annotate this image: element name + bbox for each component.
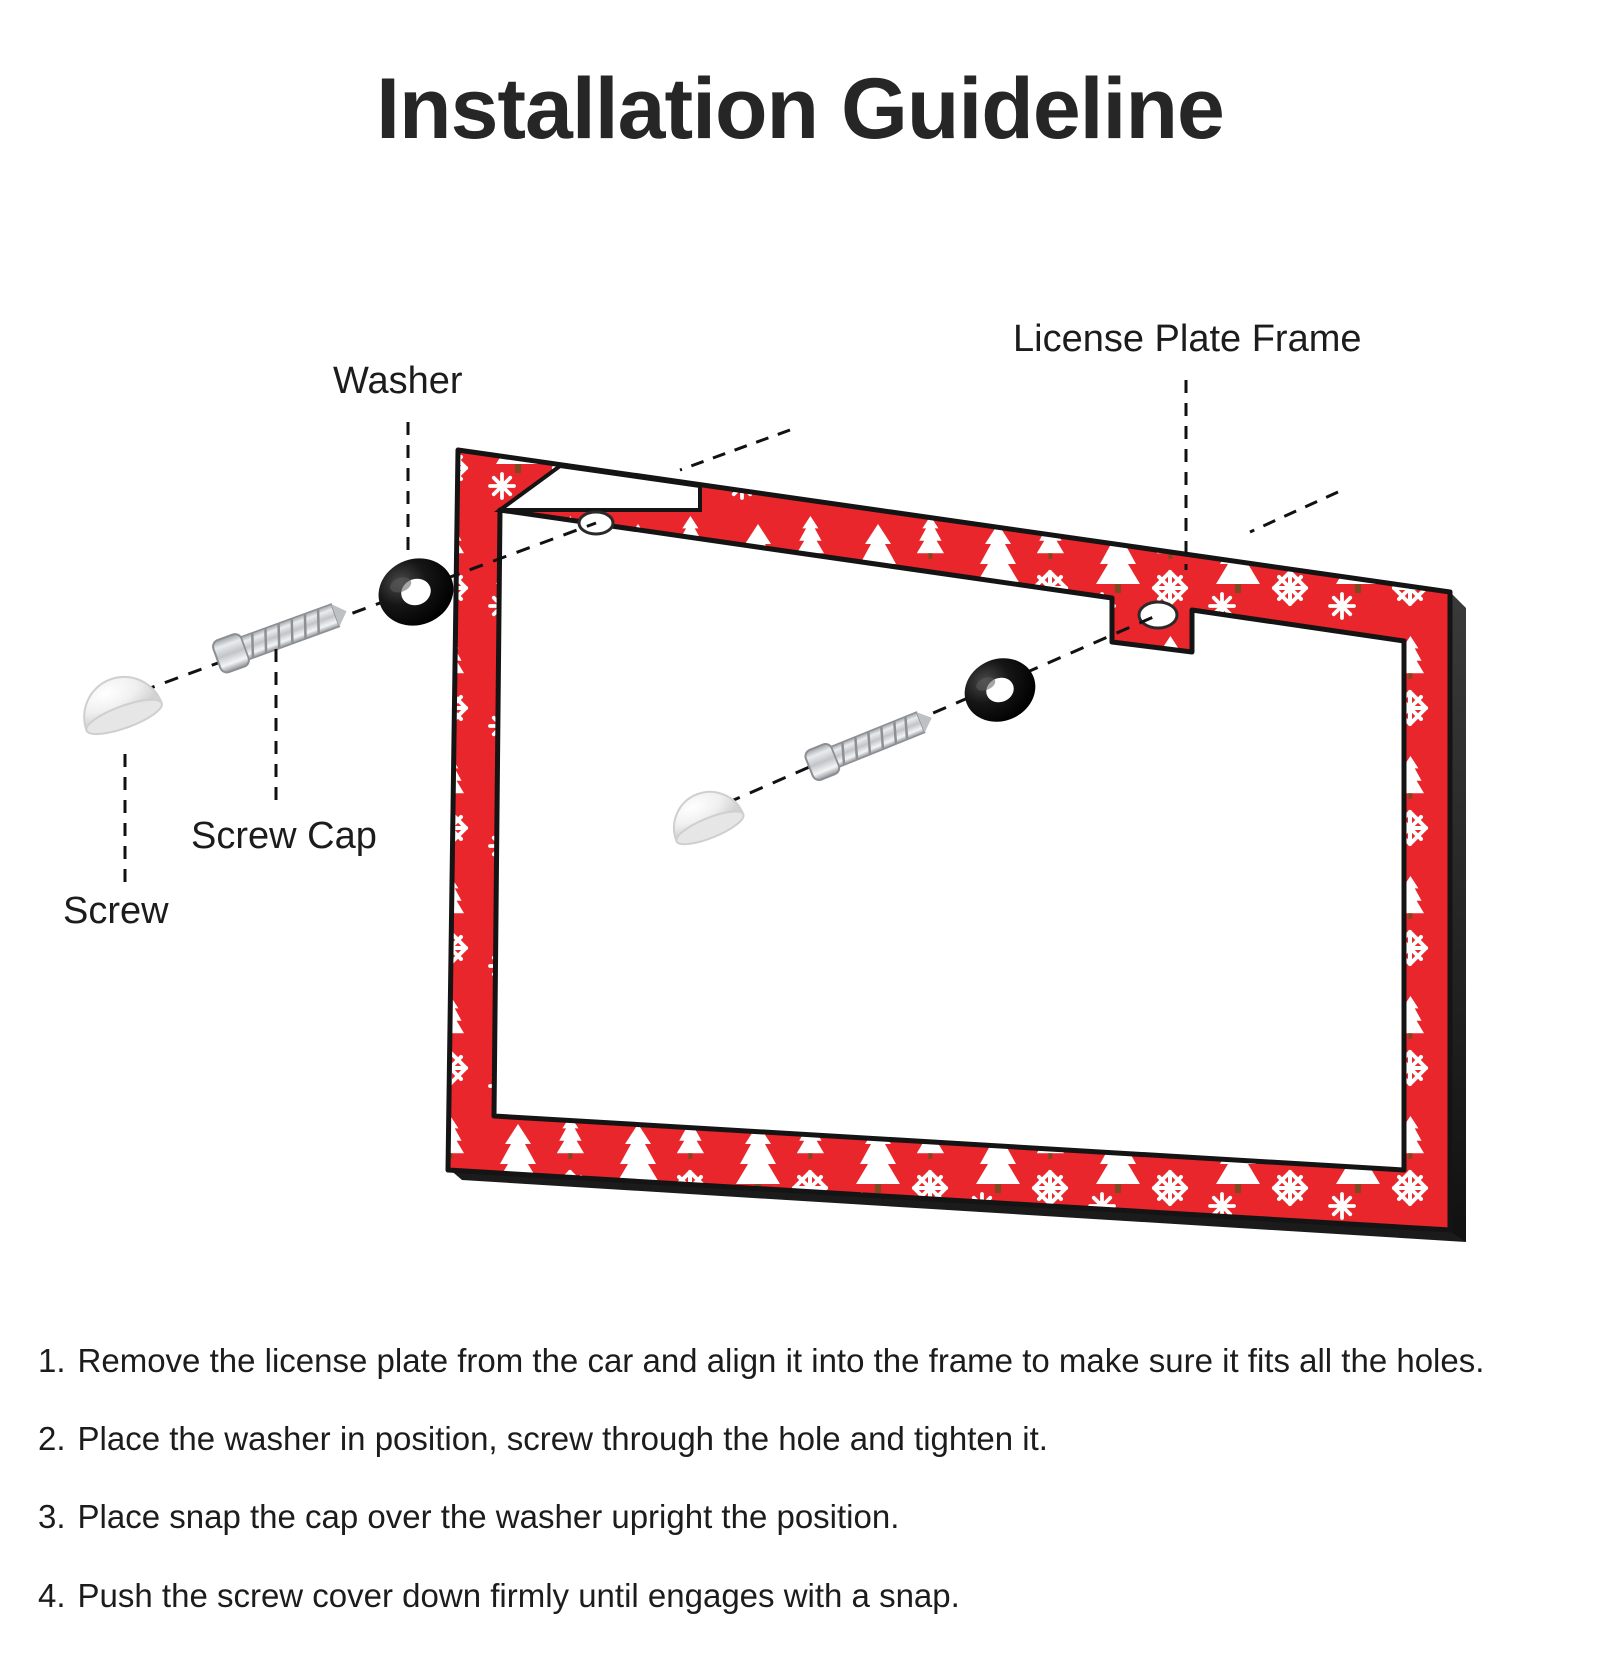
installation-diagram <box>0 270 1600 1330</box>
callout-screw: Screw <box>63 890 169 932</box>
screw-top-left <box>211 595 352 674</box>
step-text: Push the screw cover down firmly until engages with a snap. <box>77 1576 960 1614</box>
callout-washer: Washer <box>333 360 463 402</box>
instruction-steps <box>38 1340 1578 1653</box>
screw-cap-top-left <box>73 666 166 741</box>
list-item <box>38 1496 1578 1538</box>
step-number: 3. <box>38 1498 66 1536</box>
diagram-svg <box>0 270 1600 1330</box>
page-title: Installation Guideline <box>376 61 1224 157</box>
list-item <box>38 1575 1578 1617</box>
washer-top-left <box>369 548 463 636</box>
list-item <box>38 1418 1578 1460</box>
license-plate-frame-graphic <box>448 450 1466 1242</box>
step-number: 1. <box>38 1342 66 1379</box>
step-text: Place the washer in position, screw through the hole and tighten it. <box>77 1420 1048 1458</box>
step-text: Place snap the cap over the washer upright the position. <box>77 1498 900 1536</box>
step-text: Remove the license plate from the car and align it into the frame to make sure it fits all the holes. <box>77 1342 1485 1379</box>
step-number: 4. <box>38 1576 66 1614</box>
callout-screw-cap: Screw Cap <box>191 815 377 857</box>
list-item <box>38 1340 1578 1382</box>
callout-license-plate-frame: License Plate Frame <box>1013 318 1362 360</box>
step-number: 2. <box>38 1420 66 1458</box>
